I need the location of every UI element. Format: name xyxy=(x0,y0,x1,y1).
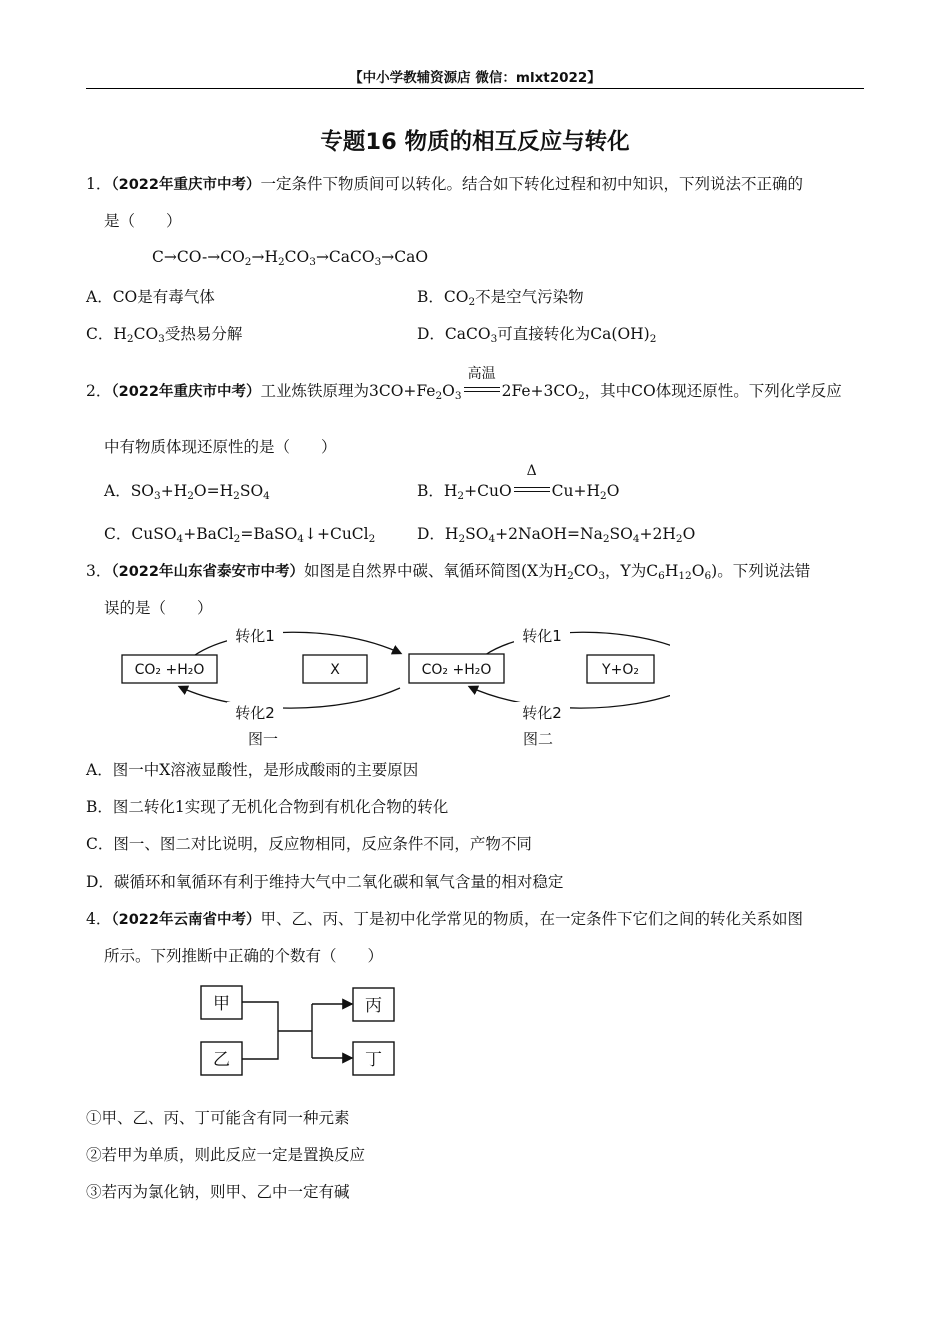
fig1-top-arrow xyxy=(195,632,400,655)
fig2-top-label: 转化1 xyxy=(522,627,562,645)
q2-number: 2． xyxy=(86,382,112,400)
figure-one xyxy=(122,626,400,748)
q1-option-a: A．CO是有毒气体 xyxy=(86,288,215,306)
fig1-left-label: CO₂ +H₂O xyxy=(134,662,205,678)
q3-stem-line2: 误的是（ ） xyxy=(104,599,213,617)
q3-option-b: B．图二转化1实现了无机化合物到有机化合物的转化 xyxy=(86,798,449,816)
q2-stem-line1: 2．（2022年重庆市中考）工业炼铁原理为$3CO+Fe_2O_3$ 高温 $2Fe+3CO_2$，其中CO体现还原性。下列化学反应 xyxy=(86,366,842,402)
header-rule xyxy=(86,88,864,89)
q3-option-d: D．碳循环和氧循环有利于维持大气中二氧化碳和氧气含量的相对稳定 xyxy=(86,873,564,891)
q4-source: （2022年云南省中考） xyxy=(111,912,261,928)
page-header: 【中小学教辅资源店 微信：mlxt2022】 xyxy=(349,70,601,86)
q2-option-d: D．$H_2SO_4+2NaOH=Na_2SO_4+2H_2O$ xyxy=(417,525,696,545)
q3-cycle-figures xyxy=(110,620,670,755)
fig1-caption: 图一 xyxy=(247,730,279,748)
q1-stem-text: 一定条件下物质间可以转化。结合如下转化过程和初中知识，下列说法不正确的 xyxy=(260,175,803,193)
fig2-bottom-label: 转化2 xyxy=(522,704,562,722)
label-yi: 乙 xyxy=(213,1050,230,1070)
q1-number: 1． xyxy=(86,175,112,193)
connector-lines xyxy=(242,1002,352,1059)
q1-stem-line2: 是（ ） xyxy=(104,212,182,230)
fig2-top-arrow xyxy=(485,632,670,655)
fig2-left-label: CO₂ +H₂O xyxy=(421,662,492,678)
q4-number: 4． xyxy=(86,910,112,928)
q2-high-temp-equals: 高温 xyxy=(464,382,500,398)
fig2-right-label: Y+O₂ xyxy=(602,662,639,678)
label-jia: 甲 xyxy=(213,994,230,1014)
q3-stem-line1: 3．（2022年山东省泰安市中考）如图是自然界中碳、氧循环简图(X为$H_2CO_3$，Y为$C_6H_{12}O_6$)。下列说法错 xyxy=(86,562,811,582)
label-bing: 丙 xyxy=(365,996,382,1016)
q2-option-a: A．$SO_3+H_2O=H_2SO_4$ xyxy=(104,482,270,502)
fig1-bottom-arrow xyxy=(180,687,400,708)
q2-option-c: C．CuSO$_4$+BaCl$_2$=BaSO$_4$↓+CuCl$_2$ xyxy=(104,525,376,545)
q2-stem-line2: 中有物质体现还原性的是（ ） xyxy=(104,438,337,456)
q4-statement-2: ②若甲为单质，则此反应一定是置换反应 xyxy=(86,1146,366,1164)
q3-number: 3． xyxy=(86,562,112,580)
q4-stem-line2: 所示。下列推断中正确的个数有（ ） xyxy=(104,947,384,965)
q4-statement-3: ③若丙为氯化钠，则甲、乙中一定有碱 xyxy=(86,1183,350,1201)
q3-option-c: C．图一、图二对比说明，反应物相同，反应条件不同，产物不同 xyxy=(86,835,532,853)
q1-option-d: D．CaCO$_3$可直接转化为$Ca(OH)_2$ xyxy=(417,325,657,345)
q4-stem-line1: 4．（2022年云南省中考）甲、乙、丙、丁是初中化学常见的物质，在一定条件下它们之间的转化关系如图 xyxy=(86,910,803,928)
fig1-right-label: X xyxy=(330,662,340,678)
label-ding: 丁 xyxy=(365,1050,382,1070)
q1-option-b: B．$CO_2$不是空气污染物 xyxy=(417,288,584,308)
q1-stem-line1 xyxy=(86,172,803,194)
q3-option-a: A．图一中X溶液显酸性，是形成酸雨的主要原因 xyxy=(86,761,419,779)
fig1-bottom-label: 转化2 xyxy=(235,704,275,722)
q1-source: （2022年重庆市中考） xyxy=(111,177,261,193)
q3-source: （2022年山东省泰安市中考） xyxy=(111,564,304,580)
q1-chain: $C\to CO-\to CO_2\to H_2CO_3\to CaCO_3\to CaO$ xyxy=(152,248,429,268)
q2-source: （2022年重庆市中考） xyxy=(111,384,261,400)
fig1-top-label: 转化1 xyxy=(235,627,275,645)
figure-two xyxy=(409,626,670,748)
q2-option-b: B．$H_2+CuO$ Δ $Cu+H_2O$ xyxy=(417,463,620,502)
q2-heat-equals: Δ xyxy=(514,482,550,498)
q1-option-c: C．$H_2CO_3$受热易分解 xyxy=(86,325,243,345)
fig2-caption: 图二 xyxy=(522,730,554,748)
q4-statement-1: ①甲、乙、丙、丁可能含有同一种元素 xyxy=(86,1109,350,1127)
page-title: 专题16 物质的相互反应与转化 xyxy=(320,129,630,155)
q4-reaction-diagram xyxy=(195,978,405,1084)
